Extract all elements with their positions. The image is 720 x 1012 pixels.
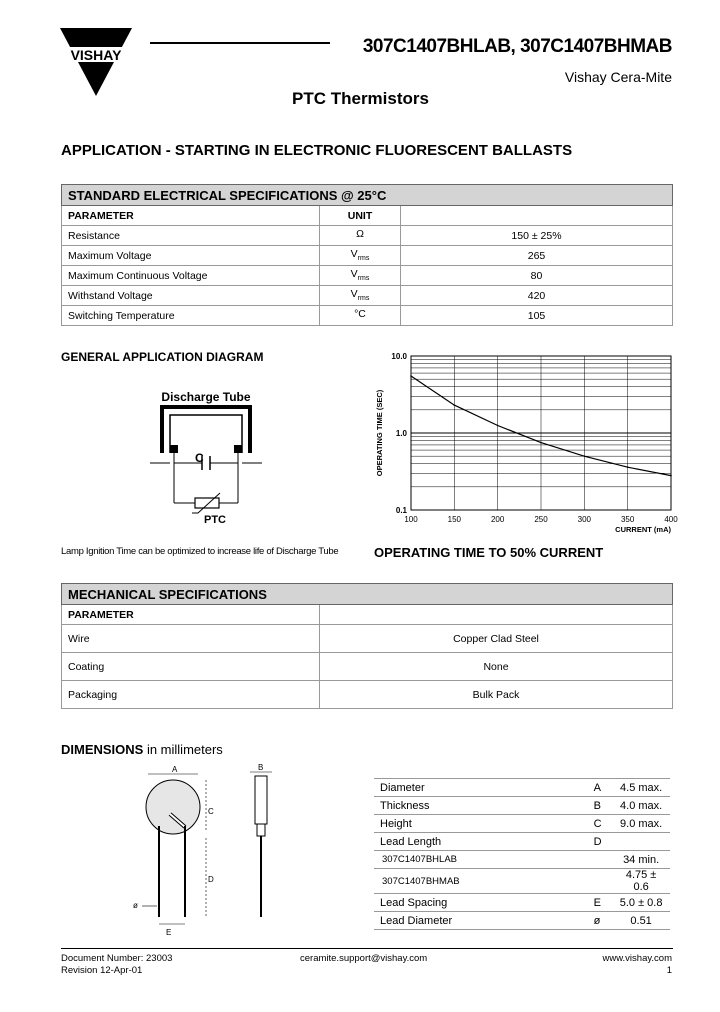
website-link[interactable]: www.vishay.com	[602, 953, 672, 964]
dim-symbol	[466, 851, 613, 869]
row-param: Coating	[62, 653, 320, 681]
chart-x-tick-label: 400	[664, 515, 678, 524]
doc-title: PTC Thermistors	[292, 89, 429, 108]
row-param: Withstand Voltage	[62, 286, 320, 306]
dim-symbol: D	[466, 833, 613, 851]
dim-label-b: B	[258, 763, 264, 772]
electrical-spec-table	[61, 184, 673, 326]
chart-title: OPERATING TIME TO 50% CURRENT	[374, 545, 604, 560]
col-value	[401, 206, 673, 226]
table-row	[62, 286, 673, 306]
row-param: Resistance	[62, 226, 320, 246]
dim-value: 4.75 ± 0.6	[612, 869, 670, 894]
dim-symbol	[466, 869, 613, 894]
support-email-link[interactable]: ceramite.support@vishay.com	[300, 953, 428, 964]
chart-point	[670, 475, 672, 477]
application-circuit-diagram	[140, 385, 270, 535]
dim-value: 4.0 max.	[612, 797, 670, 815]
application-heading: APPLICATION - STARTING IN ELECTRONIC FLUORESCENT BALLASTS	[61, 142, 573, 159]
table-row	[374, 912, 670, 930]
tube-label: Discharge Tube	[161, 390, 251, 404]
table-row	[62, 306, 673, 326]
chart-x-tick-label: 300	[577, 515, 592, 524]
dim-label-a: A	[172, 765, 178, 774]
chart-x-tick-label: 350	[620, 515, 635, 524]
chart-point	[497, 425, 499, 427]
dim-name: Lead Spacing	[374, 894, 466, 912]
chart-point	[540, 442, 542, 444]
chart-x-tick-label: 250	[534, 515, 548, 524]
page-number: 1	[666, 965, 672, 976]
row-value: Bulk Pack	[320, 681, 673, 709]
diagram-caption: Lamp Ignition Time can be optimized to increase life of Discharge Tube	[61, 546, 339, 557]
table-row	[62, 625, 673, 653]
header-rule	[150, 42, 330, 44]
row-unit: $V_{rms}$	[320, 286, 401, 306]
row-value: 265	[401, 246, 673, 266]
dim-symbol: B	[466, 797, 613, 815]
dimensions-title: DIMENSIONS in millimeters	[61, 742, 223, 757]
row-unit: °C	[320, 306, 401, 326]
table-row	[374, 869, 670, 894]
chart-xlabel: CURRENT (mA)	[615, 525, 671, 534]
logo-text: VISHAY	[70, 47, 122, 63]
row-param: Wire	[62, 625, 320, 653]
row-value: 150 ± 25%	[401, 226, 673, 246]
dim-name: Diameter	[374, 779, 466, 797]
col-value	[320, 605, 673, 625]
part-numbers: 307C1407BHLAB, 307C1407BHMAB	[362, 36, 672, 57]
row-value: 420	[401, 286, 673, 306]
table-row	[374, 797, 670, 815]
chart-point	[454, 404, 456, 406]
dim-name: Height	[374, 815, 466, 833]
dim-value: 5.0 ± 0.8	[612, 894, 670, 912]
table-row	[374, 815, 670, 833]
mechanical-title: MECHANICAL SPECIFICATIONS	[62, 584, 673, 605]
chart-y-tick-label: 1.0	[395, 429, 407, 438]
chart-x-tick-label: 200	[490, 515, 505, 524]
table-row	[374, 851, 670, 869]
dimension-drawing	[128, 762, 288, 947]
chart-x-tick-label: 100	[404, 515, 418, 524]
dim-name: 307C1407BHLAB	[374, 851, 466, 869]
doc-number: Document Number: 23003	[61, 953, 173, 964]
dim-name: Lead Length	[374, 833, 466, 851]
row-param: Maximum Voltage	[62, 246, 320, 266]
chart-point	[410, 375, 412, 377]
revision: Revision 12-Apr-01	[61, 965, 143, 976]
col-unit: UNIT	[320, 206, 401, 226]
mechanical-spec-table	[61, 583, 673, 709]
dim-value: 34 min.	[612, 851, 670, 869]
table-row	[374, 779, 670, 797]
dim-name: 307C1407BHMAB	[374, 869, 466, 894]
vishay-logo	[60, 28, 132, 103]
dim-label-c: C	[208, 807, 214, 816]
table-row	[62, 246, 673, 266]
row-unit: $V_{rms}$	[320, 246, 401, 266]
dim-value: 9.0 max.	[612, 815, 670, 833]
chart-point	[584, 455, 586, 457]
col-parameter: PARAMETER	[62, 605, 320, 625]
row-unit: Ω	[320, 226, 401, 246]
row-value: Copper Clad Steel	[320, 625, 673, 653]
ptc-label: PTC	[204, 514, 226, 526]
dimensions-table	[374, 778, 670, 930]
dim-label-dia: ø	[133, 901, 138, 910]
row-param: Switching Temperature	[62, 306, 320, 326]
table-row	[62, 226, 673, 246]
chart-grid	[411, 356, 671, 510]
table-row	[374, 833, 670, 851]
dim-value: 0.51	[612, 912, 670, 930]
chart-point	[627, 466, 629, 468]
dim-symbol: C	[466, 815, 613, 833]
row-unit: $V_{rms}$	[320, 266, 401, 286]
chart-y-tick-label: 10.0	[391, 352, 407, 361]
electrical-title: STANDARD ELECTRICAL SPECIFICATIONS @ 25°C	[62, 185, 673, 206]
row-param: Maximum Continuous Voltage	[62, 266, 320, 286]
chart-ylabel: OPERATING TIME (SEC)	[375, 389, 384, 477]
footer-rule	[61, 948, 673, 949]
chart-y-tick-label: 0.1	[395, 506, 407, 515]
dim-label-e: E	[166, 928, 172, 937]
col-parameter: PARAMETER	[62, 206, 320, 226]
table-row	[374, 894, 670, 912]
dim-value	[612, 833, 670, 851]
dim-name: Lead Diameter	[374, 912, 466, 930]
operating-time-chart	[366, 346, 686, 551]
dim-value: 4.5 max.	[612, 779, 670, 797]
chart-ticks	[391, 352, 678, 524]
row-value: 80	[401, 266, 673, 286]
chart-x-tick-label: 150	[447, 515, 462, 524]
row-value: 105	[401, 306, 673, 326]
dim-name: Thickness	[374, 797, 466, 815]
row-param: Packaging	[62, 681, 320, 709]
brand-line: Vishay Cera-Mite	[564, 69, 672, 85]
table-row	[62, 266, 673, 286]
dim-symbol: ø	[466, 912, 613, 930]
diagram-title: GENERAL APPLICATION DIAGRAM	[61, 350, 264, 364]
dim-label-d: D	[208, 875, 214, 884]
capacitor-label: C	[195, 451, 204, 465]
dim-symbol: A	[466, 779, 613, 797]
row-value: None	[320, 653, 673, 681]
table-row	[62, 653, 673, 681]
dim-symbol: E	[466, 894, 613, 912]
table-row	[62, 681, 673, 709]
